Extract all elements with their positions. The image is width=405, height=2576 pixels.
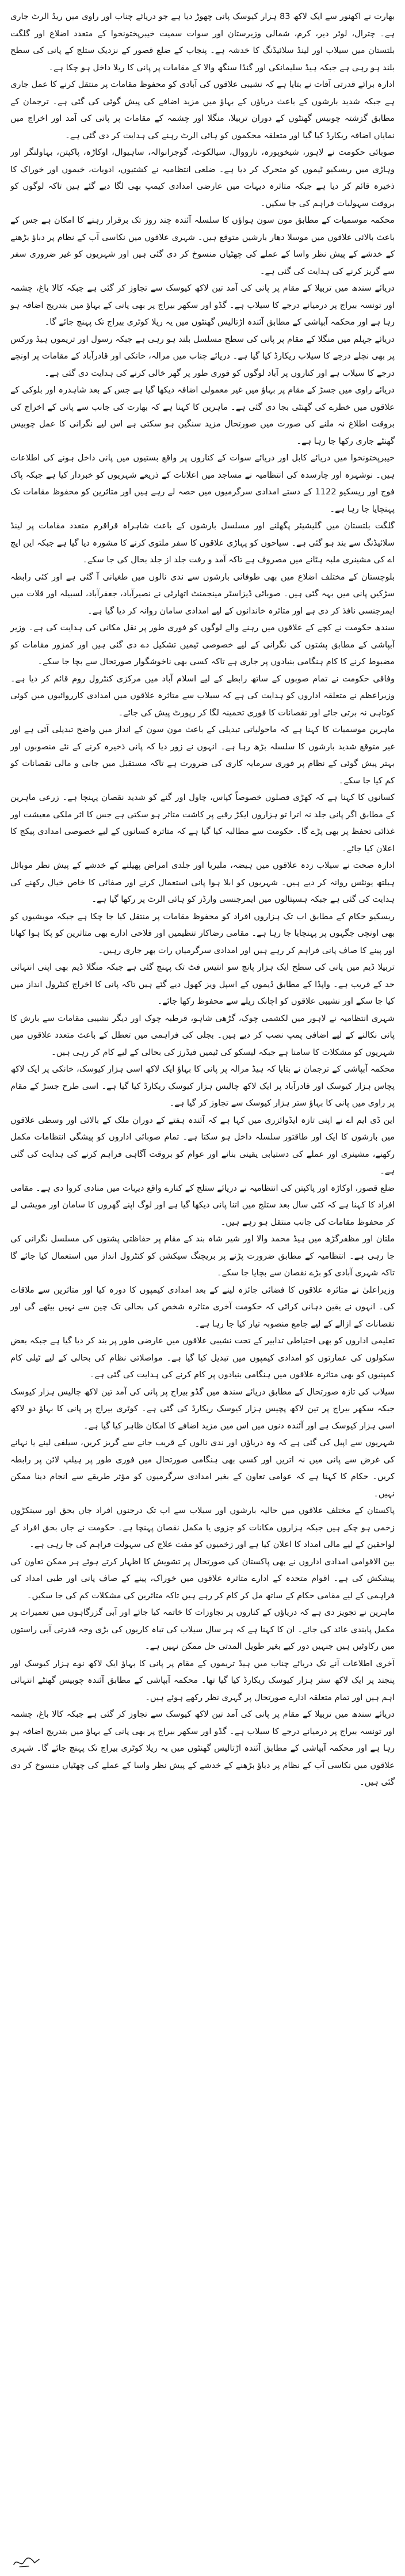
article-paragraph: ماہرین موسمیات کا کہنا ہے کہ ماحولیاتی تبدیلی کے باعث مون سون کے انداز میں واضح تبدیلی آئی ہے اور غیر متوقع شدید بارشوں کا سلسلہ بڑھ رہا ہے۔ انہوں نے زور دیا کہ پانی ذخیرہ کرنے کے نئے منصوبوں اور بہتر پیش گوئی کے نظام پر فوری سرمایہ کاری کی ضرورت ہے تاکہ مستقبل میں جانی و مالی نقصانات کو کم کیا جا سکے۔ [10,725,395,786]
article-paragraph: ملتان اور مظفرگڑھ میں ہیڈ محمد والا اور شیر شاہ بند کے مقام پر حفاظتی پشتوں کی مسلسل نگرانی کی جا رہی ہے۔ انتظامیہ کے مطابق ضرورت پڑنے پر بریچنگ سیکشن کو کنٹرول انداز میں استعمال کیا جائے گا تاکہ شہری آبادی کو بڑے نقصان سے بچایا جا سکے۔ [10,1234,395,1278]
article-paragraph: ادارہ صحت نے سیلاب زدہ علاقوں میں ہیضہ، ملیریا اور جلدی امراض پھیلنے کے خدشے کے پیش نظر موبائل ہیلتھ یونٹس روانہ کر دیے ہیں۔ شہریوں کو ابلا ہوا پانی استعمال کرنے اور صفائی کا خاص خیال رکھنے کی ہدایت کی گئی ہے جبکہ ہسپتالوں میں ایمرجنسی وارڈز کو ہائی الرٹ پر رکھا گیا ہے۔ [10,860,395,904]
article-paragraph: دریائے راوی میں جسڑ کے مقام پر بہاؤ میں غیر معمولی اضافہ دیکھا گیا ہے جس کے بعد شاہدرہ اور بلوکی کے علاقوں میں خطرے کی گھنٹی بجا دی گئی ہے۔ ماہرین کا کہنا ہے کہ بھارت کی جانب سے پانی کے اخراج کی بروقت اطلاع نہ ملنے کی صورت میں صورتحال مزید سنگین ہو سکتی ہے اس لیے نگرانی کا عمل چوبیس گھنٹے جاری رکھا جا رہا ہے۔ [10,385,395,446]
article-paragraph: شہریوں سے اپیل کی گئی ہے کہ وہ دریاؤں اور ندی نالوں کے قریب جانے سے گریز کریں، سیلفی لینے یا نہانے کی غرض سے پانی میں نہ اتریں اور کسی بھی ہنگامی صورتحال میں فوری طور پر ہیلپ لائن پر رابطہ کریں۔ حکام کا کہنا ہے کہ عوامی تعاون کے بغیر امدادی سرگرمیوں کو مؤثر طریقے سے انجام دینا ممکن نہیں۔ [10,1438,395,1499]
article-paragraph: بھارت نے اکھنور سے ایک لاکھ 83 ہزار کیوسک پانی چھوڑ دیا ہے جو دریائے چناب اور راوی میں ریڈ الرٹ جاری ہے۔ چترال، لوئر دیر، کرم، شمالی وزیرستان اور سوات سمیت خیبرپختونخوا کے متعدد اضلاع اور گلگت بلتستان میں سیلاب اور لینڈ سلائیڈنگ کا خدشہ ہے۔ پنجاب کے ضلع قصور کے نزدیک ستلج کے پانی کی سطح بلند ہو رہی ہے جبکہ ہیڈ سلیمانکی اور گنڈا سنگھ والا کے مقامات پر پانی کا ریلا داخل ہو چکا ہے۔ [10,12,395,73]
article-paragraph: صوبائی حکومت نے لاہور، شیخوپورہ، نارووال، سیالکوٹ، گوجرانوالہ، ساہیوال، اوکاڑہ، پاکپتن، بہاولنگر اور وہاڑی میں ریسکیو ٹیموں کو متحرک کر دیا ہے۔ ضلعی انتظامیہ نے کشتیوں، ادویات، خیموں اور خوراک کا ذخیرہ قائم کر دیا ہے جبکہ متاثرہ دیہات میں عارضی امدادی کیمپ بھی لگا دیے گئے ہیں تاکہ لوگوں کو بروقت سہولیات فراہم کی جا سکیں۔ [10,147,395,208]
article-paragraph: ماہرین نے تجویز دی ہے کہ دریاؤں کے کناروں پر تجاوزات کا خاتمہ کیا جائے اور آبی گزرگاہوں میں تعمیرات پر مکمل پابندی عائد کی جائے۔ ان کا کہنا ہے کہ ہر سال سیلاب کی تباہ کاریوں کی بڑی وجہ قدرتی آبی راستوں میں رکاوٹیں ہیں جنہیں دور کیے بغیر طویل المدتی حل ممکن نہیں ہے۔ [10,1607,395,1651]
article-paragraph: وزیراعلیٰ نے متاثرہ علاقوں کا فضائی جائزہ لینے کے بعد امدادی کیمپوں کا دورہ کیا اور متاثرین سے ملاقات کی۔ انہوں نے یقین دہانی کرائی کہ حکومت آخری متاثرہ شخص کی بحالی تک چین سے نہیں بیٹھے گی اور نقصانات کے ازالے کے لیے جامع منصوبہ تیار کیا جا رہا ہے۔ [10,1285,395,1329]
article-paragraph: وفاقی حکومت نے تمام صوبوں کے ساتھ رابطے کے لیے اسلام آباد میں مرکزی کنٹرول روم قائم کر دیا ہے۔ وزیراعظم نے متعلقہ اداروں کو ہدایت کی ہے کہ سیلاب سے متاثرہ علاقوں میں امدادی کارروائیوں میں کوئی کوتاہی نہ برتی جائے اور نقصانات کا فوری تخمینہ لگا کر رپورٹ پیش کی جائے۔ [10,673,395,718]
article-paragraph: آخری اطلاعات آنے تک دریائے چناب میں ہیڈ تریموں کے مقام پر پانی کا بہاؤ ایک لاکھ نوے ہزار کیوسک اور پنجند پر ایک لاکھ ستر ہزار کیوسک ریکارڈ کیا گیا تھا۔ محکمہ آبپاشی کے مطابق آئندہ چوبیس گھنٹے انتہائی اہم ہیں اور تمام متعلقہ ادارے صورتحال پر گہری نظر رکھے ہوئے ہیں۔ [10,1658,395,1702]
article-paragraph: محکمہ آبپاشی کے ترجمان نے بتایا کہ ہیڈ مرالہ پر پانی کا بہاؤ ایک لاکھ اسی ہزار کیوسک، خانکی پر ایک لاکھ پچاس ہزار کیوسک اور قادرآباد پر ایک لاکھ چالیس ہزار کیوسک ریکارڈ کیا گیا ہے۔ اسی طرح جسڑ کے مقام پر راوی میں پانی کا بہاؤ ستر ہزار کیوسک سے تجاوز کر گیا ہے۔ [10,1064,395,1108]
article-paragraph: تعلیمی اداروں کو بھی احتیاطی تدابیر کے تحت نشیبی علاقوں میں عارضی طور پر بند کر دیا گیا ہے جبکہ بعض سکولوں کی عمارتوں کو امدادی کیمپوں میں تبدیل کیا گیا ہے۔ مواصلاتی نظام کی بحالی کے لیے ٹیلی کام کمپنیوں کو بھی متاثرہ علاقوں میں ہنگامی بنیادوں پر کام کرنے کی ہدایت کی گئی ہے۔ [10,1336,395,1380]
article-paragraph: بین الاقوامی امدادی اداروں نے بھی پاکستان کی صورتحال پر تشویش کا اظہار کرتے ہوئے ہر ممکن تعاون کی پیشکش کی ہے۔ اقوام متحدہ کے ادارے متاثرہ علاقوں میں خوراک، پینے کے صاف پانی اور طبی امداد کی فراہمی کے لیے مقامی حکام کے ساتھ مل کر کام کر رہے ہیں تاکہ متاثرین کی مشکلات کم کی جا سکیں۔ [10,1556,395,1601]
article-paragraph: شہری انتظامیہ نے لاہور میں لکشمی چوک، گڑھی شاہو، قرطبہ چوک اور دیگر نشیبی مقامات سے بارش کا پانی نکالنے کے لیے اضافی پمپ نصب کر دیے ہیں۔ بجلی کی فراہمی میں تعطل کے باعث متعدد علاقوں میں شہریوں کو مشکلات کا سامنا ہے جبکہ لیسکو کی ٹیمیں فیڈرز کی بحالی کے لیے کام کر رہی ہیں۔ [10,1013,395,1057]
article-paragraph: این ڈی ایم اے نے اپنی تازہ ایڈوائزری میں کہا ہے کہ آئندہ ہفتے کے دوران ملک کے بالائی اور وسطی علاقوں میں بارشوں کا ایک اور طاقتور سلسلہ داخل ہو سکتا ہے۔ تمام صوبائی اداروں کو پیشگی انتظامات مکمل رکھنے، مشینری اور عملے کی دستیابی یقینی بنانے اور عوام کو بروقت آگاہی فراہم کرنے کی ہدایت کی گئی ہے۔ [10,1115,395,1176]
article-paragraph: ضلع قصور، اوکاڑہ اور پاکپتن کی انتظامیہ نے دریائے ستلج کے کنارے واقع دیہات میں منادی کروا دی ہے۔ مقامی افراد کا کہنا ہے کہ کئی سال بعد ستلج میں اتنا پانی دیکھا گیا ہے اور لوگ اپنے گھروں کا سامان اور مویشی لے کر محفوظ مقامات کی جانب منتقل ہو رہے ہیں۔ [10,1183,395,1227]
article-paragraph: سیلاب کی تازہ صورتحال کے مطابق دریائے سندھ میں گڈو بیراج پر پانی کی آمد تین لاکھ چالیس ہزار کیوسک جبکہ سکھر بیراج پر تین لاکھ پچیس ہزار کیوسک ریکارڈ کی گئی ہے۔ کوٹری بیراج پر پانی کا بہاؤ دو لاکھ اسی ہزار کیوسک ہے اور آئندہ دنوں میں اس میں مزید اضافے کا امکان ظاہر کیا گیا ہے۔ [10,1386,395,1431]
article-body [10,8,395,2547]
article-paragraph: محکمہ موسمیات کے مطابق مون سون ہواؤں کا سلسلہ آئندہ چند روز تک برقرار رہنے کا امکان ہے جس کے باعث بالائی علاقوں میں موسلا دھار بارشیں متوقع ہیں۔ شہری علاقوں میں نکاسی آب کے نظام پر دباؤ بڑھنے کے خدشے کے پیش نظر واسا کے عملے کی چھٹیاں منسوخ کر دی گئی ہیں اور شہریوں کو غیر ضروری سفر سے گریز کرنے کی ہدایت کی گئی ہے۔ [10,215,395,276]
article-paragraph: گلگت بلتستان میں گلیشیئر پگھلنے اور مسلسل بارشوں کے باعث شاہراہ قراقرم متعدد مقامات پر لینڈ سلائیڈنگ سے بند ہو گئی ہے۔ سیاحوں کو پہاڑی علاقوں کا سفر ملتوی کرنے کا مشورہ دیا گیا ہے جبکہ این ایچ اے کی مشینری ملبہ ہٹانے میں مصروف ہے تاکہ آمد و رفت جلد از جلد بحال کی جا سکے۔ [10,521,395,565]
article-paragraph: دریائے سندھ میں تربیلا کے مقام پر پانی کی آمد تین لاکھ کیوسک سے تجاوز کر گئی ہے جبکہ کالا باغ، چشمہ اور تونسہ بیراج پر درمیانے درجے کا سیلاب ہے۔ گڈو اور سکھر بیراج پر بھی پانی کے بہاؤ میں بتدریج اضافہ ہو رہا ہے اور محکمہ آبپاشی کے مطابق آئندہ اڑتالیس گھنٹوں میں یہ ریلا کوٹری بیراج تک پہنچ جائے گا۔ شہری علاقوں میں نکاسی آب کے نظام پر دباؤ بڑھنے کے خدشے کے پیش نظر واسا کے عملے کی چھٹیاں منسوخ کر دی گئی ہیں۔ [10,1709,395,1787]
article-paragraph: دریائے جہلم میں منگلا کے مقام پر پانی کی سطح مسلسل بلند ہو رہی ہے جبکہ رسول اور تریموں ہیڈ ورکس پر بھی نچلے درجے کا سیلاب ریکارڈ کیا گیا ہے۔ دریائے چناب میں مرالہ، خانکی اور قادرآباد کے مقامات پر اونچے درجے کا سیلاب ہے اور کناروں پر آباد لوگوں کو فوری طور پر گھر خالی کرنے کی ہدایت دی گئی ہے۔ [10,334,395,378]
article-paragraph: سندھ حکومت نے کچے کے علاقوں میں رہنے والے لوگوں کو فوری طور پر نقل مکانی کی ہدایت کی ہے۔ وزیر آبپاشی کے مطابق پشتوں کی نگرانی کے لیے خصوصی ٹیمیں تشکیل دے دی گئی ہیں اور کمزور مقامات کو مضبوط کرنے کا کام ہنگامی بنیادوں پر جاری ہے تاکہ کسی بھی ناخوشگوار صورتحال سے بچا جا سکے۔ [10,623,395,666]
article-paragraph: پاکستان کے مختلف علاقوں میں حالیہ بارشوں اور سیلاب سے اب تک درجنوں افراد جاں بحق اور سینکڑوں زخمی ہو چکے ہیں جبکہ ہزاروں مکانات کو جزوی یا مکمل نقصان پہنچا ہے۔ حکومت نے جاں بحق افراد کے لواحقین کے لیے مالی امداد کا اعلان کیا ہے اور زخمیوں کو مفت علاج کی سہولت فراہم کی جا رہی ہے۔ [10,1506,395,1549]
signature-mark [12,2553,41,2569]
article-paragraph: کسانوں کا کہنا ہے کہ کھڑی فصلوں خصوصاً کپاس، چاول اور گنے کو شدید نقصان پہنچا ہے۔ زرعی ماہرین کے مطابق اگر پانی جلد نہ اترا تو ہزاروں ایکڑ رقبے پر کاشت متاثر ہو سکتی ہے جس کا اثر ملکی معیشت اور غذائی تحفظ پر بھی پڑے گا۔ حکومت سے مطالبہ کیا گیا ہے کہ متاثرہ کسانوں کے لیے خصوصی امدادی پیکج کا اعلان کیا جائے۔ [10,792,395,853]
article-paragraph: ادارہ برائے قدرتی آفات نے بتایا ہے کہ نشیبی علاقوں کی آبادی کو محفوظ مقامات پر منتقل کرنے کا عمل جاری ہے جبکہ شدید بارشوں کے باعث دریاؤں کے بہاؤ میں مزید اضافے کی پیش گوئی کی گئی ہے۔ ترجمان کے مطابق گزشتہ چوبیس گھنٹوں کے دوران تربیلا، منگلا اور چشمہ کے مقامات پر پانی کی آمد اور اخراج میں نمایاں اضافہ ریکارڈ کیا گیا اور متعلقہ محکموں کو ہائی الرٹ رہنے کی ہدایت کر دی گئی ہے۔ [10,79,395,140]
article-paragraph: دریائے سندھ میں تربیلا کے مقام پر پانی کی آمد تین لاکھ کیوسک سے تجاوز کر گئی ہے جبکہ کالا باغ، چشمہ اور تونسہ بیراج پر درمیانے درجے کا سیلاب ہے۔ گڈو اور سکھر بیراج پر بھی پانی کے بہاؤ میں بتدریج اضافہ ہو رہا ہے اور محکمہ آبپاشی کے مطابق آئندہ اڑتالیس گھنٹوں میں یہ ریلا کوٹری بیراج تک پہنچ جائے گا۔ [10,283,395,327]
article-paragraph: بلوچستان کے مختلف اضلاع میں بھی طوفانی بارشوں سے ندی نالوں میں طغیانی آ گئی ہے اور کئی رابطہ سڑکیں پانی میں بہہ گئی ہیں۔ صوبائی ڈیزاسٹر مینجمنٹ اتھارٹی نے نصیرآباد، جعفرآباد، لسبیلہ اور قلات میں ایمرجنسی نافذ کر دی ہے اور متاثرہ خاندانوں کے لیے امدادی سامان روانہ کر دیا گیا ہے۔ [10,571,395,616]
article-paragraph: ریسکیو حکام کے مطابق اب تک ہزاروں افراد کو محفوظ مقامات پر منتقل کیا جا چکا ہے جبکہ مویشیوں کو بھی اونچی جگہوں پر پہنچایا جا رہا ہے۔ مقامی رضاکار تنظیمیں اور فلاحی ادارے بھی متاثرین کو پکا ہوا کھانا اور پینے کا صاف پانی فراہم کر رہے ہیں اور امدادی سرگرمیاں رات بھر جاری رہیں۔ [10,911,395,955]
article-paragraph: تربیلا ڈیم میں پانی کی سطح ایک ہزار پانچ سو انتیس فٹ تک پہنچ گئی ہے جبکہ منگلا ڈیم بھی اپنی انتہائی حد کے قریب ہے۔ واپڈا کے مطابق ڈیموں کے اسپل ویز کھول دیے گئے ہیں تاکہ پانی کا اخراج کنٹرول انداز میں کیا جا سکے اور نشیبی علاقوں کو اچانک ریلے سے محفوظ رکھا جائے۔ [10,962,395,1006]
article-paragraph: خیبرپختونخوا میں دریائے کابل اور دریائے سوات کے کناروں پر واقع بستیوں میں پانی داخل ہونے کی اطلاعات ہیں۔ نوشہرہ اور چارسدہ کی انتظامیہ نے مساجد میں اعلانات کے ذریعے شہریوں کو خبردار کیا ہے جبکہ پاک فوج اور ریسکیو 1122 کے دستے امدادی سرگرمیوں میں حصہ لے رہے ہیں اور متاثرین کو محفوظ مقامات تک پہنچایا جا رہا ہے۔ [10,453,395,514]
